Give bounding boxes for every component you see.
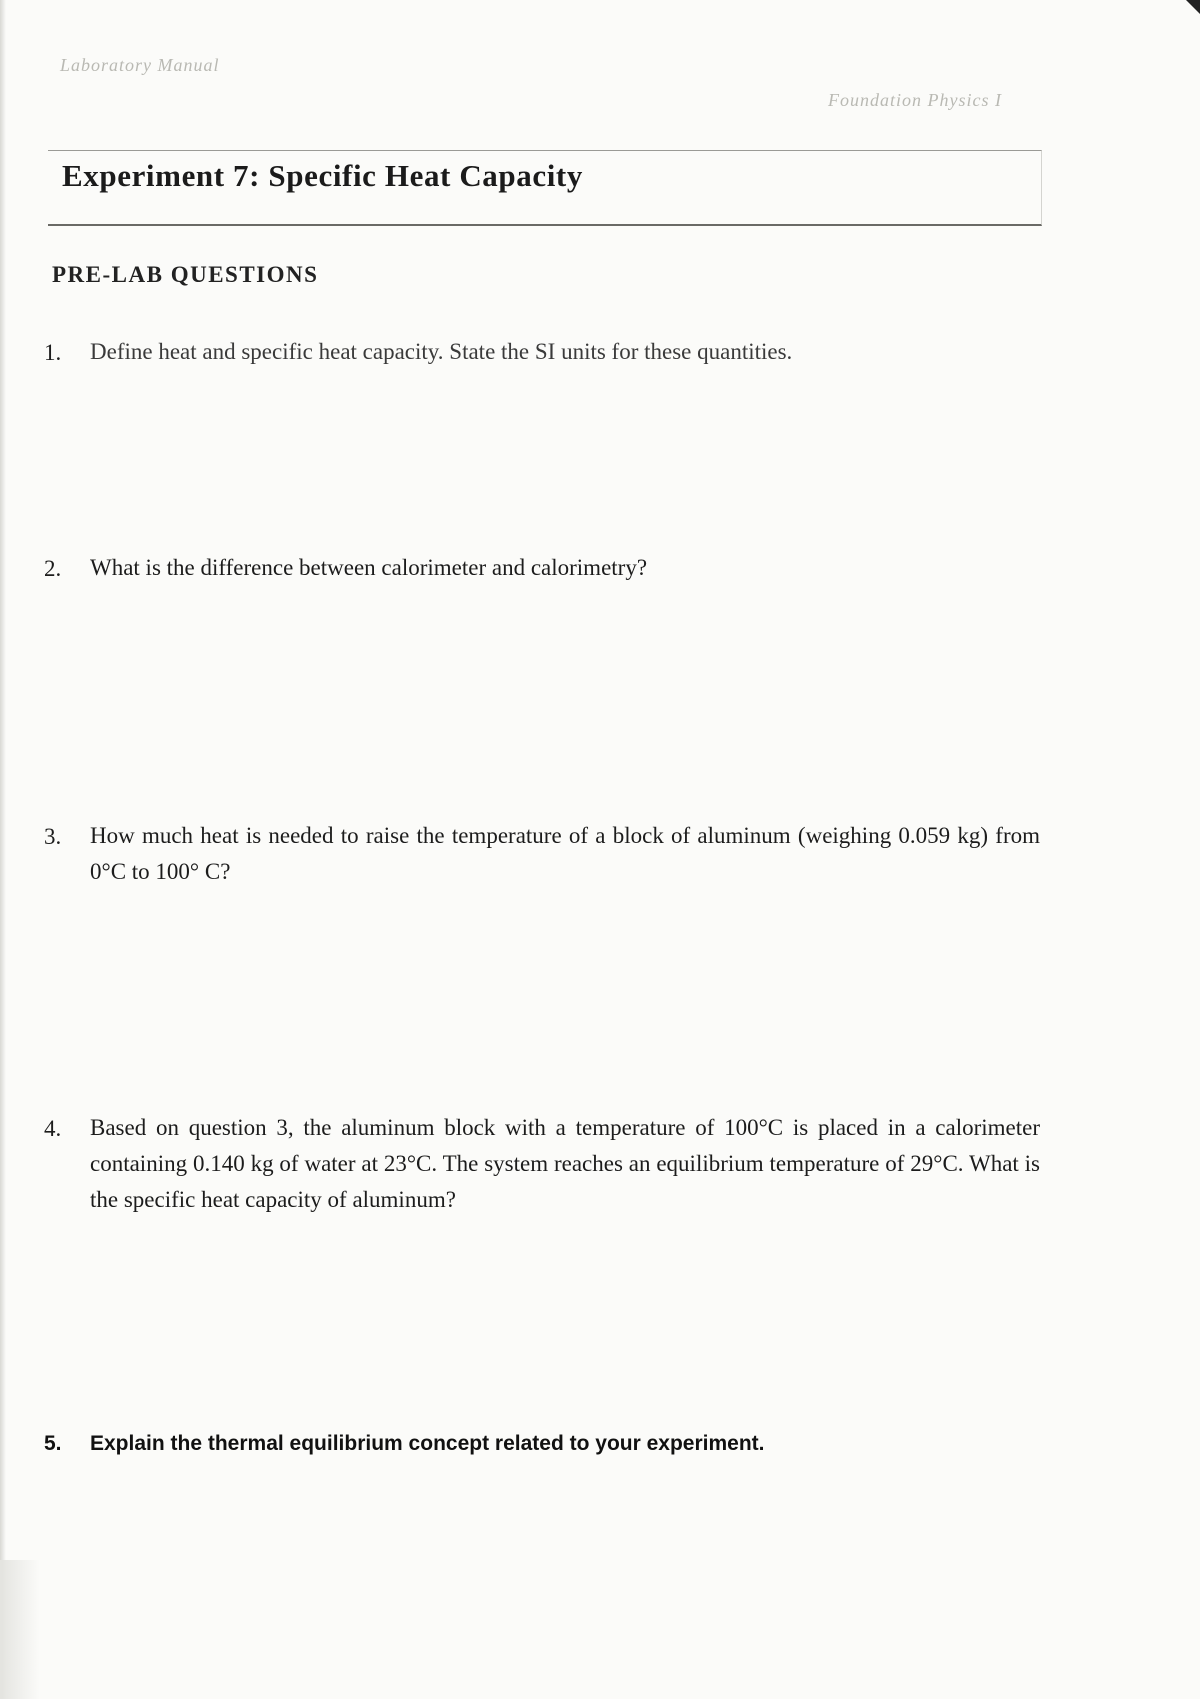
page-title: Experiment 7: Specific Heat Capacity — [62, 158, 583, 193]
question-3-text: How much heat is needed to raise the temperature of a block of aluminum (weighing 0.059 kg) from 0°C to 100° C? — [90, 823, 1040, 884]
question-5-number: 5. — [44, 1432, 62, 1455]
question-4-number: 4. — [44, 1116, 62, 1141]
question-4-text: Based on question 3, the aluminum block with a temperature of 100°C is placed in a calorimeter containing 0.140 kg of water at 23°C. The system reaches an equilibrium temperature of 29°C. What is the specific heat capacity of aluminum? — [90, 1115, 1040, 1212]
question-5-text: Explain the thermal equilibrium concept related to your experiment. — [90, 1432, 765, 1455]
page-edge-shadow — [0, 0, 6, 1699]
running-header-right: Foundation Physics I — [828, 90, 1002, 110]
section-heading: PRE-LAB QUESTIONS — [52, 262, 319, 287]
question-2-number: 2. — [44, 556, 62, 581]
question-1-text: Define heat and specific heat capacity. State the SI units for these quantities. — [90, 339, 793, 364]
running-header-left: Laboratory Manual — [60, 55, 220, 75]
page-corner-shadow — [0, 1560, 40, 1699]
question-2-text: What is the difference between calorimeter and calorimetry? — [90, 555, 648, 580]
question-1-number: 1. — [44, 340, 62, 365]
page-corner-mark — [1186, 0, 1200, 14]
question-3-number: 3. — [44, 824, 62, 849]
